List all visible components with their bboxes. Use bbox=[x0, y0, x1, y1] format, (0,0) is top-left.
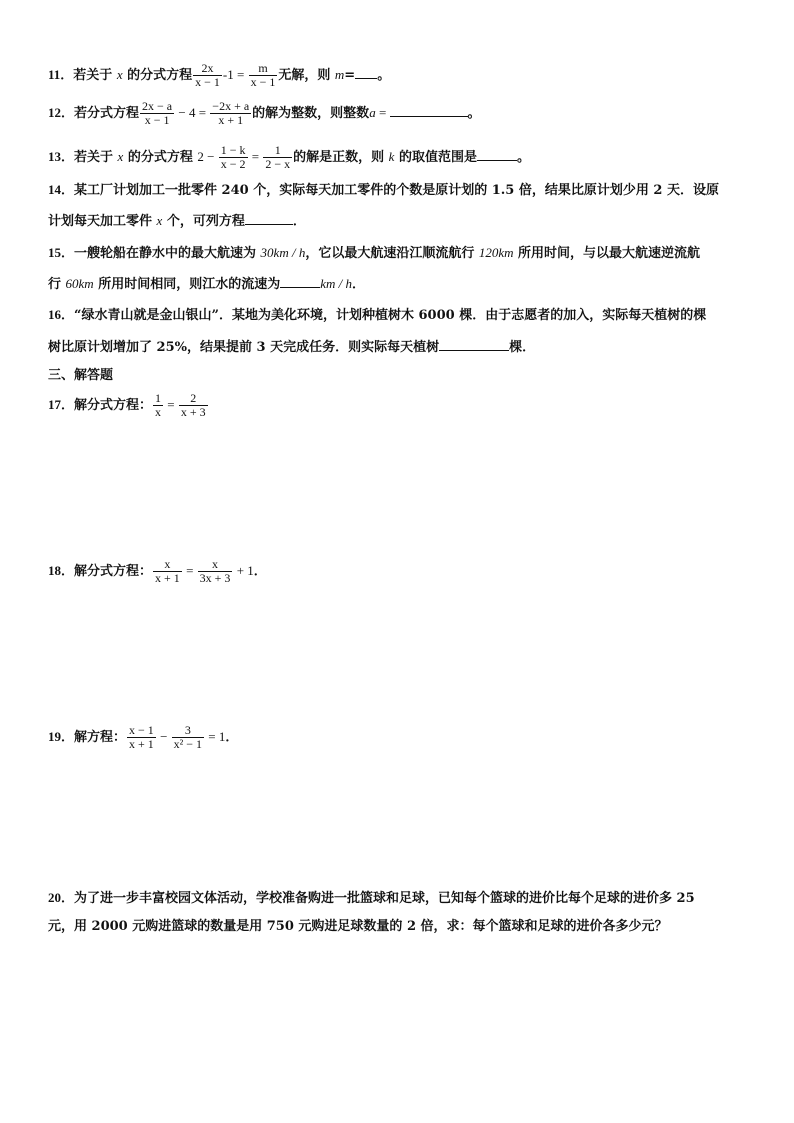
fraction: $\frac{2}{x + 3}$ bbox=[180, 391, 206, 419]
fraction: $\frac{3}{\text{x² − 1}}$ bbox=[173, 723, 203, 751]
question-16-line-2: 树比原计划增加了 25%，结果提前 3 天完成任务．则实际每天植树 棵． bbox=[48, 340, 536, 355]
question-13: 13．若关于 x 的分式方程 2 − $\frac{1 - k}{x - 2}$ = $\frac{1}{2 - x}$ 的解是正数，则 k 的取值范围是 。 bbox=[48, 143, 530, 171]
fraction: $\frac{2x - a}{x - 1}$ bbox=[142, 99, 173, 127]
question-number: 15． bbox=[48, 245, 75, 260]
question-17: 17．解分式方程： $\frac{1}{x}$ = $\frac{2}{x + 3}$ bbox=[48, 391, 206, 419]
section-heading: 三、解答题 bbox=[48, 368, 114, 383]
question-number: 11． bbox=[48, 67, 74, 82]
question-number: 19． bbox=[48, 729, 75, 744]
fraction: $\frac{m}{x - 1}$ bbox=[250, 61, 276, 89]
answer-blank[interactable] bbox=[245, 212, 293, 225]
question-20-line-2: 元，用 2000 元购进篮球的数量是用 750 元购进足球数量的 2 倍，求：每个篮球和足球的进价各多少元？ bbox=[48, 919, 668, 934]
fraction: $\frac{2x}{x - 1}$ bbox=[195, 61, 220, 89]
question-20: 20．为了进一步丰富校园文体活动，学校准备购进一批篮球和足球，已知每个篮球的进价比每个足球的进价多 25 bbox=[48, 890, 695, 906]
answer-blank[interactable] bbox=[355, 66, 377, 79]
fraction: $\frac{1}{x}$ bbox=[155, 391, 162, 419]
question-14: 14．某工厂计划加工一批零件 240 个，实际每天加工零件的个数是原计划的 1.5 倍，结果比原计划少用 2 天．设原 bbox=[48, 182, 719, 198]
question-number: 13． bbox=[48, 149, 75, 164]
fraction: $\frac{-2x + a}{x + 1}$ bbox=[212, 99, 250, 127]
answer-blank[interactable] bbox=[280, 275, 320, 288]
answer-blank[interactable] bbox=[477, 148, 517, 161]
question-19: 19．解方程： $\frac{x - 1}{x + 1}$ − $\frac{3}{\text{x² − 1}}$ = 1． bbox=[48, 723, 239, 751]
fraction: $\frac{x}{x + 1}$ bbox=[155, 557, 180, 585]
answer-blank[interactable] bbox=[390, 104, 468, 117]
question-12: 12．若分式方程 $\frac{2x - a}{x - 1}$ − 4 = $\frac{-2x + a}{x + 1}$ 的解为整数，则整数a = 。 bbox=[48, 99, 481, 127]
fraction: $\frac{1 - k}{x - 2}$ bbox=[220, 143, 246, 171]
fraction: $\frac{x}{3x + 3}$ bbox=[199, 557, 231, 585]
question-14-line-2: 计划每天加工零件 x 个，可列方程 ． bbox=[48, 213, 306, 229]
question-18: 18．解分式方程： $\frac{x}{x + 1}$ = $\frac{x}{3x + 3}$ + 1． bbox=[48, 557, 267, 585]
answer-blank[interactable] bbox=[439, 338, 509, 351]
question-16: 16．“绿水青山就是金山银山”．某地为美化环境，计划种植树木 6000 棵．由于志愿者的加入，实际每天植树的棵 bbox=[48, 307, 707, 323]
question-number: 18． bbox=[48, 563, 75, 578]
question-15: 15．一艘轮船在静水中的最大航速为 30km / h，它以最大航速沿江顺流航行 120km 所用时间，与以最大航速逆流航 bbox=[48, 245, 701, 261]
question-number: 17． bbox=[48, 397, 75, 412]
question-number: 12． bbox=[48, 105, 75, 120]
question-15-line-2: 行 60km 所用时间相同，则江水的流速为 km / h． bbox=[48, 276, 366, 292]
question-number: 16． bbox=[48, 307, 75, 322]
question-number: 20． bbox=[48, 890, 75, 905]
fraction: $\frac{1}{2 - x}$ bbox=[265, 143, 291, 171]
question-11: 11．若关于 x 的分式方程 $\frac{2x}{x - 1}$ -1 = $\frac{m}{x - 1}$ 无解，则 m= 。 bbox=[48, 61, 391, 89]
fraction: $\frac{x - 1}{x + 1}$ bbox=[129, 723, 154, 751]
question-number: 14． bbox=[48, 182, 75, 197]
